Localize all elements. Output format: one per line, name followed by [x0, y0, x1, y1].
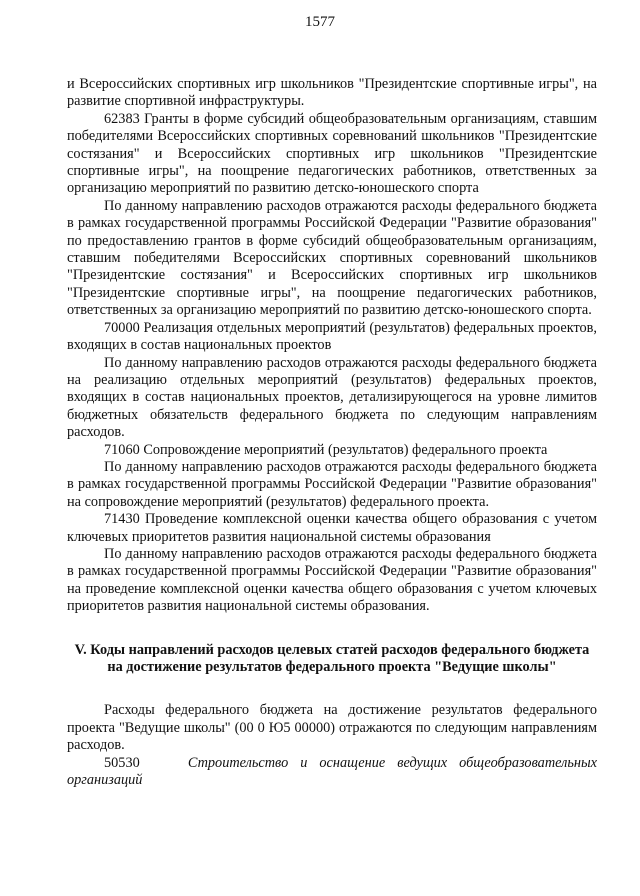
- paragraph: По данному направлению расходов отражаются расходы федерального бюджета в рамках государственной программы Российской Федерации "Развитие образования" по предоставлению грантов в форме субсидий общеобразовательным организациям, ставшим победителями Всероссийских спортивных соревнований школьников "Президентские состязания" и Всероссийских спортивных игр школьников "Президентские спортивные игры", на поощрение педагогических работников, ответственных за организацию мероприятий по развитию детско-юношеского спорта.: [67, 197, 597, 319]
- page-number: 1577: [305, 14, 335, 30]
- expense-item: [67, 755, 597, 790]
- section-heading: V. Коды направлений расходов целевых статей расходов федерального бюджета на достижение результатов федерального проекта "Ведущие школы": [74, 641, 590, 675]
- paragraph: 71430 Проведение комплексной оценки качества общего образования с учетом ключевых приоритетов развития национальной системы образования: [67, 511, 597, 545]
- paragraph: и Всероссийских спортивных игр школьников "Президентские спортивные игры", на развитие спортивной инфраструктуры.: [67, 76, 597, 110]
- section-intro: Расходы федерального бюджета на достижение результатов федерального проекта "Ведущие школы" (00 0 Ю5 00000) отражаются по следующим направлениям расходов.: [67, 702, 597, 754]
- paragraph: 71060 Сопровождение мероприятий (результатов) федерального проекта: [104, 441, 548, 458]
- paragraph: По данному направлению расходов отражаются расходы федерального бюджета в рамках государственной программы Российской Федерации "Развитие образования" на проведение комплексной оценки качества общего образования с учетом ключевых приоритетов развития национальной системы образования.: [67, 545, 597, 615]
- paragraph: 62383 Гранты в форме субсидий общеобразовательным организациям, ставшим победителями Всероссийских спортивных соревнований школьников "Президентские состязания" и Всероссийских спортивных игр школьников "Президентские спортивные игры", на поощрение педагогических работников, ответственных за организацию мероприятий по развитию детско-юношеского спорта: [67, 110, 597, 197]
- document-body: [67, 76, 597, 789]
- paragraph: 70000 Реализация отдельных мероприятий (результатов) федеральных проектов, входящих в состав национальных проектов: [67, 319, 597, 354]
- expense-title: Строительство и оснащение ведущих общеобразовательных организаций: [67, 754, 598, 789]
- paragraph: По данному направлению расходов отражаются расходы федерального бюджета на реализацию отдельных мероприятий (результатов) федеральных проектов, входящих в состав национальных проектов, детализирующегося на уровне лимитов бюджетных обязательств федерального бюджета по следующим направлениям расходов.: [67, 354, 597, 441]
- paragraph: По данному направлению расходов отражаются расходы федерального бюджета в рамках государственной программы Российской Федерации "Развитие образования" на сопровождение мероприятий (результатов) федерального проекта.: [67, 458, 597, 510]
- expense-code: 50530: [104, 754, 140, 771]
